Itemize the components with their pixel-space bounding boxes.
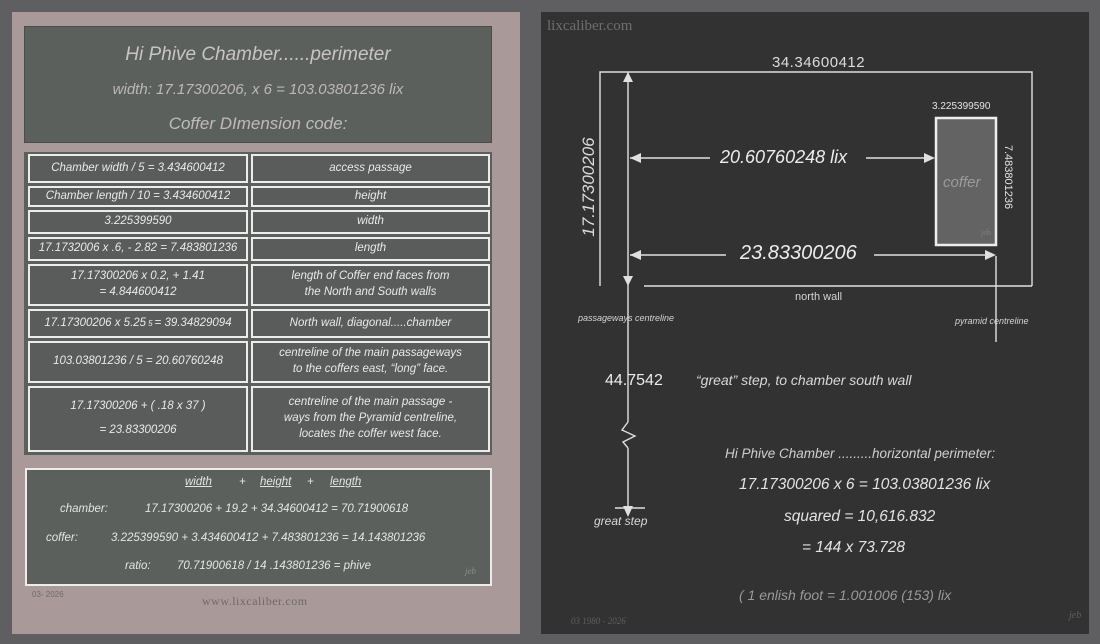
chamber-title: Hi Phive Chamber......perimeter [125, 44, 391, 65]
coffer-expr: 3.225399590 + 3.434600412 + 7.483801236 = 14.143801236 [111, 532, 426, 544]
side-dimension: 17.17300206 [579, 137, 598, 237]
ratio-expr: 70.71900618 / 14 .143801236 = phive [177, 560, 372, 572]
cell-line: = 4.844600412 [99, 286, 177, 298]
north-wall-label: north wall [795, 291, 843, 303]
cell-line: centreline of the main passageways [279, 347, 462, 360]
cell-line: centreline of the main passage - [288, 396, 453, 409]
cell-line: locates the coffer west face. [299, 427, 442, 440]
arrowhead [985, 250, 996, 260]
coffer-label: coffer: [46, 532, 78, 544]
east-distance: 20.60760248 lix [720, 147, 848, 167]
header-plus: + [239, 476, 246, 488]
coffer-width: 3.225399590 [932, 101, 991, 112]
chamber-label: chamber: [60, 503, 108, 515]
coffer-signature: jeb [981, 228, 991, 237]
signature: jeb [465, 566, 476, 576]
right-signature: jeb [1069, 610, 1082, 621]
perimeter-line1: 17.17300206 x 6 = 103.03801236 lix [739, 476, 991, 493]
cell-line: to the coffers east, “long” face. [292, 363, 449, 375]
table-row-right [251, 264, 490, 306]
table-row-left [28, 386, 248, 452]
coffer-length: 7.483801236 [1002, 144, 1014, 210]
cell-line: 17.17300206 + ( .18 x 37 ) [70, 400, 206, 413]
table-row-right [251, 341, 490, 383]
coffer-label: coffer [943, 174, 981, 191]
header-width: width [185, 476, 212, 488]
table-row-right: North wall, diagonal.....chamber [251, 309, 490, 338]
ratio-box [25, 468, 492, 586]
right-date: 03 1980 - 2026 [571, 616, 626, 626]
arrowhead [623, 276, 633, 286]
table-row-right: access passage [251, 154, 490, 183]
footer-date: 03- 2026 [32, 590, 64, 599]
cell-text: = 39.34829094 [154, 316, 232, 329]
code-table [24, 152, 492, 455]
table-row-left: 103.03801236 / 5 = 20.60760248 [28, 341, 248, 383]
great-step-distance: 44.7542 [605, 372, 663, 389]
left-header [24, 26, 492, 143]
passage-label: passageways centreline [578, 313, 675, 323]
width-line: width: 17.17300206, x 6 = 103.03801236 lix [112, 81, 404, 98]
arrowhead [630, 250, 641, 260]
top-dimension: 34.34600412 [772, 54, 866, 71]
cell-line: the North and South walls [304, 286, 437, 298]
arrowhead [924, 153, 935, 163]
table-row-left: 17.1732006 x .6, - 2.82 = 7.483801236 [28, 237, 248, 261]
pyramid-label: pyramid centreline [955, 316, 1029, 326]
arrowhead [623, 72, 633, 82]
break-symbol [622, 422, 635, 448]
exponent: 5 [148, 318, 153, 328]
table-row-left: Chamber length / 10 = 3.434600412 [28, 186, 248, 207]
great-step-desc: “great” step, to chamber south wall [696, 372, 912, 388]
west-distance: 23.83300206 [740, 242, 857, 264]
code-title: Coffer DImension code: [168, 114, 348, 133]
table-row-right: width [251, 210, 490, 234]
header-length: length [330, 476, 362, 488]
right-panel [541, 12, 1089, 634]
table-row-right: height [251, 186, 490, 207]
header-height: height [260, 476, 292, 488]
site-name: lixcaliber.com [547, 18, 633, 34]
cell-line: length of Coffer end faces from [291, 270, 450, 283]
perimeter-line3: = 144 x 73.728 [802, 539, 905, 556]
cell-line: 17.17300206 x 0.2, + 1.41 [71, 270, 205, 283]
table-row-left [28, 264, 248, 306]
chamber-expr: 17.17300206 + 19.2 + 34.34600412 = 70.71900618 [145, 503, 409, 515]
footer-url: www.lixcaliber.com [202, 594, 308, 608]
perimeter-line2: squared = 10,616.832 [784, 508, 936, 525]
ratio-label: ratio: [125, 560, 151, 572]
cell-line: ways from the Pyramid centreline, [283, 412, 458, 425]
cell-line: = 23.83300206 [99, 424, 177, 436]
table-row-right [251, 386, 490, 452]
left-panel [12, 12, 520, 634]
cell-text: 17.17300206 x 5.25 [44, 316, 147, 329]
table-row-left [28, 309, 248, 338]
header-plus: + [307, 476, 314, 488]
table-row-right: length [251, 237, 490, 261]
arrowhead [630, 153, 641, 163]
foot-note: ( 1 enlish foot = 1.001006 (153) lix [739, 587, 952, 603]
perimeter-title: Hi Phive Chamber .........horizontal perimeter: [725, 446, 996, 461]
table-row-left: Chamber width / 5 = 3.434600412 [28, 154, 248, 183]
great-step-label: great step [594, 514, 648, 528]
table-row-left: 3.225399590 [28, 210, 248, 234]
